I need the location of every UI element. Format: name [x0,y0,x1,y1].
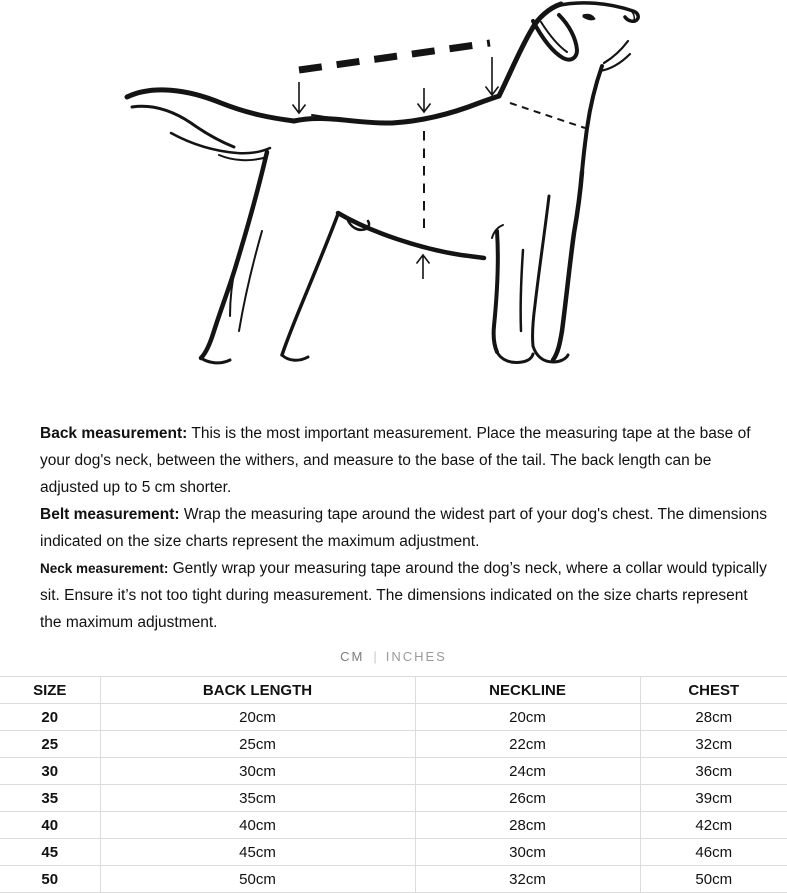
size-value: 40 [0,812,100,839]
back-arrow-left-icon [293,82,306,113]
size-value: 45 [0,839,100,866]
dog-eye [583,14,595,20]
chest-value: 42cm [640,812,787,839]
neckline-value: 22cm [415,731,640,758]
neck-measurement-paragraph [40,555,770,636]
dog-front-leg-far-inner [521,250,523,331]
back-measurement-label: Back measurement: [40,425,188,442]
chest-value: 36cm [640,758,787,785]
neckline-value: 26cm [415,785,640,812]
unit-option-inches[interactable]: INCHES [385,649,447,664]
back-arrow-middle-icon [418,88,431,112]
dog-tail-flick [219,155,267,160]
dog-head-top [556,3,638,21]
dog-tail [127,90,294,121]
size-table-header-row [0,677,787,704]
back-length-value: 50cm [100,866,415,893]
back-arrow-right-icon [486,57,499,95]
dog-tail-underline [132,106,234,147]
measurement-instructions [40,420,770,636]
back-length-value: 35cm [100,785,415,812]
size-value: 25 [0,731,100,758]
back-length-value: 20cm [100,704,415,731]
dog-throat [582,66,602,172]
neckline-value: 30cm [415,839,640,866]
dog-hind-paw-front [282,355,308,360]
belt-measurement-label: Belt measurement: [40,506,180,523]
size-chart-table [0,676,787,893]
size-value: 50 [0,866,100,893]
column-header-chest: CHEST [640,677,787,704]
dog-front-leg-near [553,172,582,360]
table-row [0,812,787,839]
dog-back [294,96,499,123]
dog-front-leg-far [494,231,498,352]
back-measurement-text: This is the most important measurement. Place the measuring tape at the base of your dog's neck, between the withers, and measure to the base of the tail. The back length can be adjusted up to 5 cm shorter. [40,425,751,496]
dog-hind-leg-rear [201,152,267,358]
back-length-value: 40cm [100,812,415,839]
back-length-value: 25cm [100,731,415,758]
table-row [0,866,787,893]
chest-arrow-up-icon [417,255,430,279]
belt-measurement-paragraph [40,501,770,555]
table-row [0,785,787,812]
unit-option-cm[interactable]: CM [340,649,365,664]
neckline-dashed-line [510,103,585,128]
dog-front-leg-near-inner [533,196,549,346]
size-value: 35 [0,785,100,812]
chest-value: 32cm [640,731,787,758]
neckline-value: 32cm [415,866,640,893]
unit-toggle-divider: | [373,649,377,664]
column-header-neckline: NECKLINE [415,677,640,704]
chest-value: 46cm [640,839,787,866]
dog-measurement-illustration [0,0,787,400]
measurement-annotations [293,43,586,279]
column-header-back-length: BACK LENGTH [100,677,415,704]
back-length-value: 45cm [100,839,415,866]
unit-toggle [0,649,787,664]
neckline-value: 20cm [415,704,640,731]
table-row [0,839,787,866]
dog-hind-paw-rear [201,358,230,363]
chest-value: 28cm [640,704,787,731]
size-value: 20 [0,704,100,731]
neck-measurement-text: Gently wrap your measuring tape around the dog’s neck, where a collar would typically sit. Ensure it’s not too tight during measurement. The dimensions indicated on the size charts represent the maximum adjustment. [40,560,767,631]
dog-front-paw-near [533,346,568,362]
back-length-dashed-line [299,43,490,70]
table-row [0,731,787,758]
chest-value: 50cm [640,866,787,893]
neck-measurement-label: Neck measurement: [40,561,169,576]
dog-tail-accent [171,133,270,153]
back-measurement-paragraph [40,420,770,501]
dog-belly [338,213,484,258]
chest-value: 39cm [640,785,787,812]
size-value: 30 [0,758,100,785]
back-length-value: 30cm [100,758,415,785]
neckline-value: 28cm [415,812,640,839]
column-header-size: SIZE [0,677,100,704]
belt-measurement-text: Wrap the measuring tape around the widest part of your dog's chest. The dimensions indicated on the size charts represent the maximum adjustment. [40,506,767,550]
table-row [0,704,787,731]
dog-hind-leg-front [282,214,338,355]
dog-front-paw-far [497,352,533,363]
table-row [0,758,787,785]
neckline-value: 24cm [415,758,640,785]
